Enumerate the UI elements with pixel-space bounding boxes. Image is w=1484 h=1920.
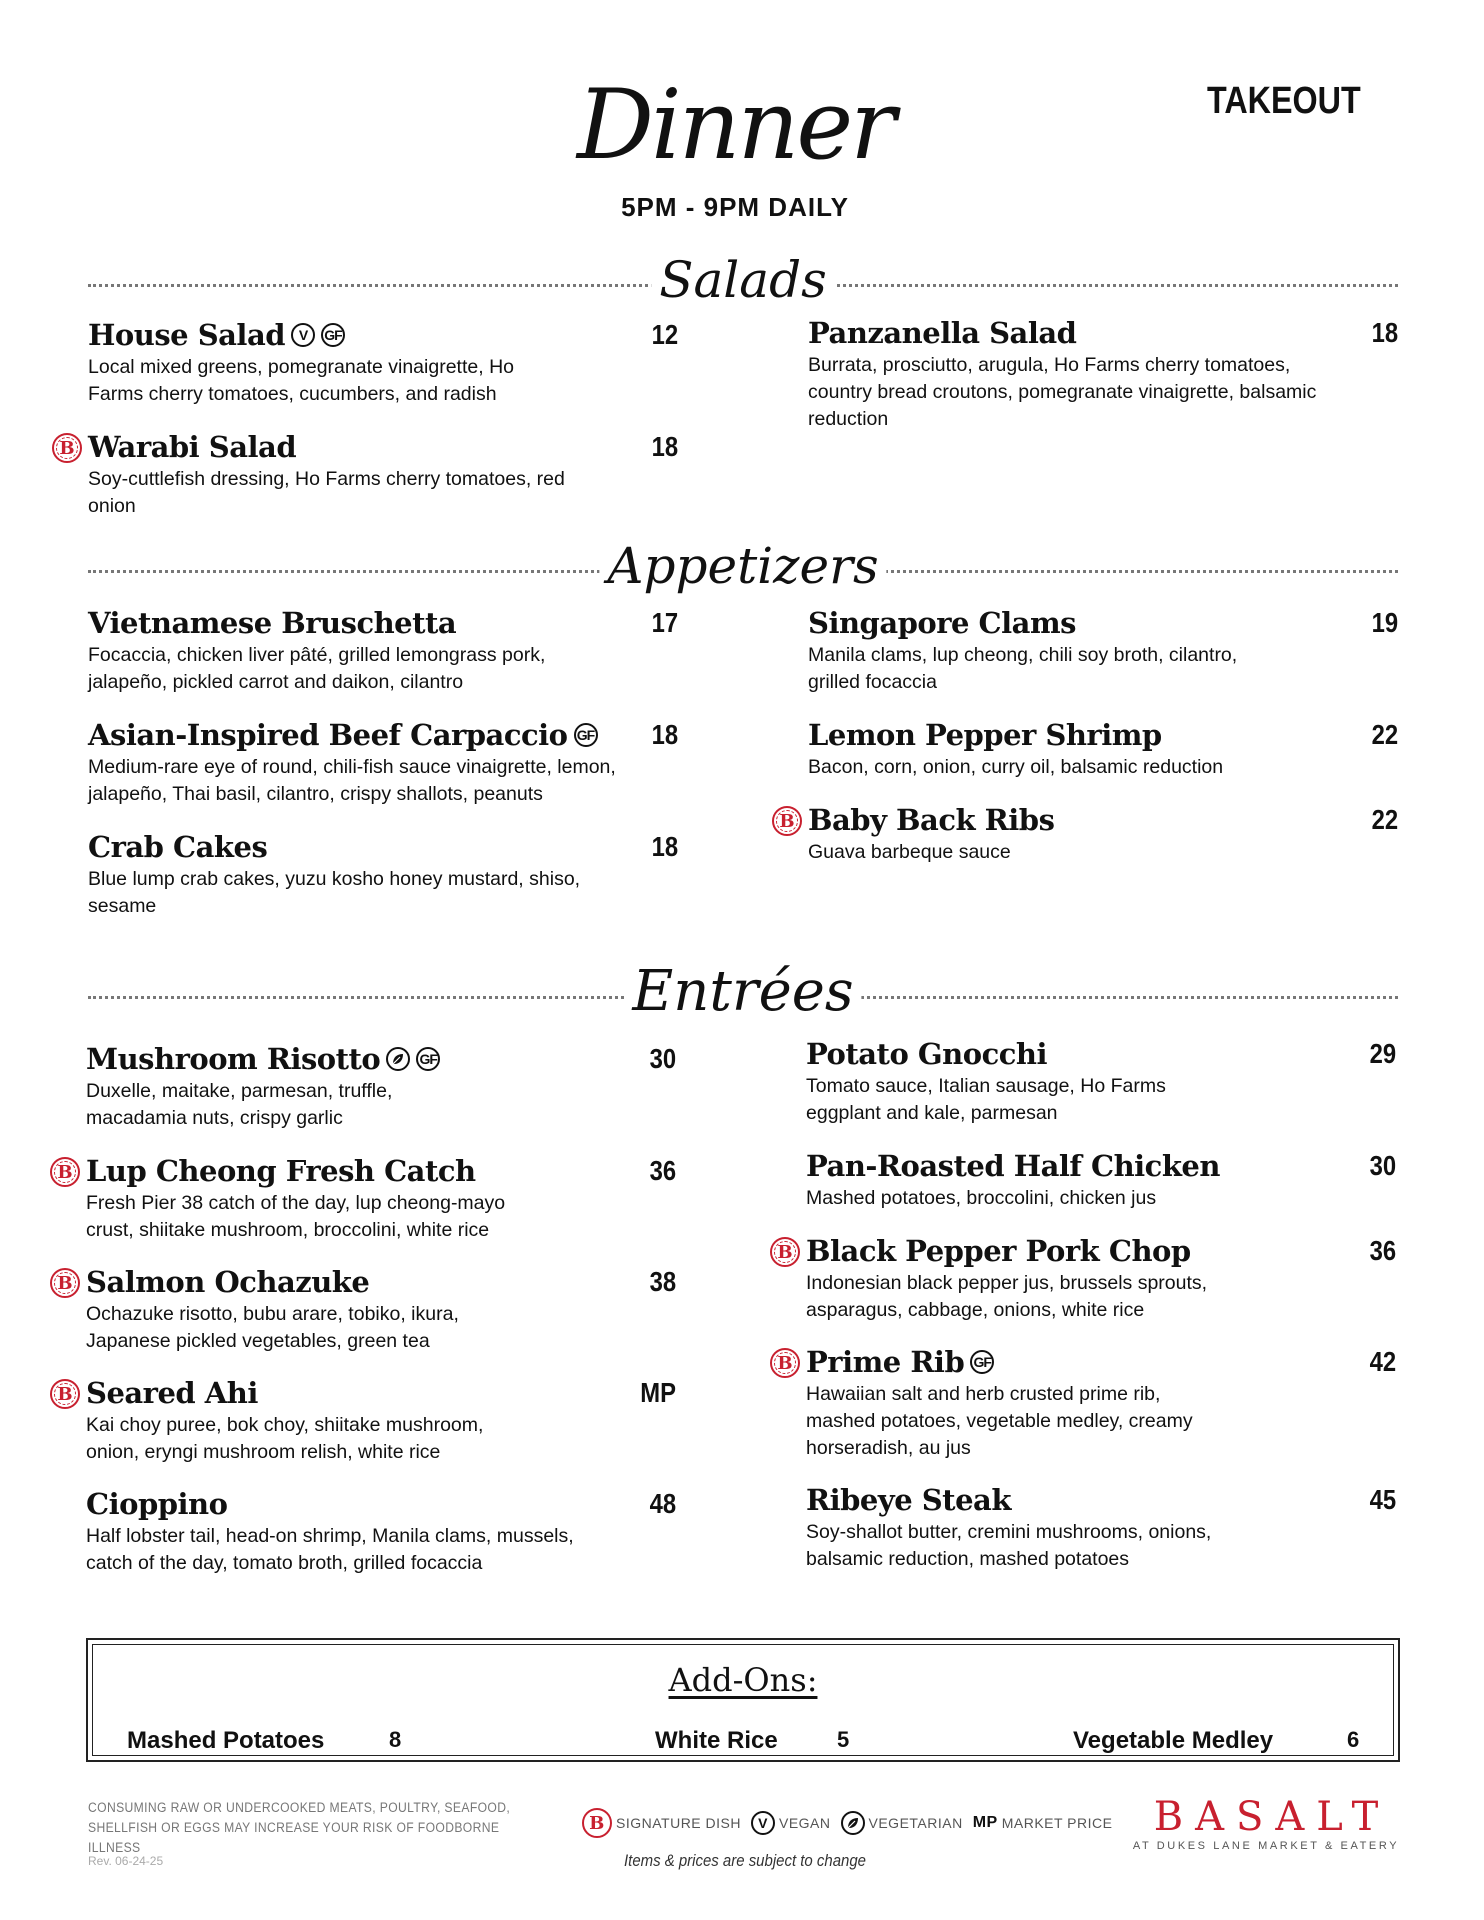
- item-name: Prime Rib: [806, 1345, 965, 1379]
- addon-price: 8: [389, 1727, 402, 1752]
- item-name: Cioppino: [86, 1487, 228, 1521]
- page-title: Dinner: [576, 69, 894, 181]
- item-price: 38: [649, 1266, 676, 1297]
- item-price: 18: [651, 431, 678, 462]
- addon-mashed-potatoes: Mashed Potatoes: [127, 1727, 325, 1754]
- item-price: 22: [1371, 804, 1398, 835]
- menu-item-crab-cakes: [88, 830, 678, 920]
- item-name: Potato Gnocchi: [806, 1037, 1048, 1071]
- item-name: Warabi Salad: [88, 430, 297, 464]
- signature-dish-icon: B: [582, 1808, 612, 1838]
- item-description: Local mixed greens, pomegranate vinaigrette, Ho Farms cherry tomatoes, cucumbers, and radish: [88, 356, 514, 405]
- item-name: Crab Cakes: [88, 830, 268, 864]
- item-name: Asian-Inspired Beef Carpaccio: [88, 718, 568, 752]
- appetizers-section-header: [88, 536, 1398, 596]
- menu-item-prime-rib: [777, 1345, 1396, 1462]
- item-name: Panzanella Salad: [808, 316, 1077, 350]
- legend-signature-label: SIGNATURE DISH: [616, 1815, 741, 1831]
- item-price: 18: [651, 831, 678, 862]
- item-description: Tomato sauce, Italian sausage, Ho Farms eggplant and kale, parmesan: [806, 1075, 1166, 1124]
- item-price: 48: [649, 1488, 676, 1519]
- addon-price: 6: [1347, 1727, 1360, 1752]
- signature-dish-icon: B: [50, 1268, 80, 1298]
- vegetarian-leaf-icon: [841, 1811, 865, 1835]
- menu-item-beef-carpaccio: [88, 718, 678, 808]
- item-description: Burrata, prosciutto, arugula, Ho Farms cherry tomatoes, country bread croutons, pomegranate vinaigrette, balsamic reduction: [808, 354, 1317, 430]
- item-price: 36: [1369, 1235, 1396, 1266]
- addons-heading: Add-Ons:: [668, 1661, 818, 1699]
- item-price: 42: [1369, 1346, 1396, 1377]
- item-description: Soy-shallot butter, cremini mushrooms, onions, balsamic reduction, mashed potatoes: [806, 1521, 1212, 1570]
- item-description: Half lobster tail, head-on shrimp, Manila clams, mussels, catch of the day, tomato broth, grilled focaccia: [86, 1525, 574, 1574]
- item-description: Medium-rare eye of round, chili-fish sauce vinaigrette, lemon, jalapeño, Thai basil, cilantro, crispy shallots, peanuts: [88, 756, 616, 805]
- item-name: Singapore Clams: [808, 606, 1076, 640]
- item-description: Focaccia, chicken liver pâté, grilled lemongrass pork, jalapeño, pickled carrot and daikon, cilantro: [88, 644, 546, 693]
- item-description: Manila clams, lup cheong, chili soy broth, cilantro, grilled focaccia: [808, 644, 1238, 693]
- item-name: Salmon Ochazuke: [86, 1265, 370, 1299]
- menu-item-lemon-pepper-shrimp: [808, 718, 1398, 781]
- appetizers-heading: Appetizers: [599, 536, 886, 596]
- icon-legend: [582, 1808, 1112, 1838]
- item-name: Lemon Pepper Shrimp: [808, 718, 1162, 752]
- addons-inner-border: [92, 1644, 1394, 1756]
- addon-white-rice: White Rice: [655, 1727, 778, 1754]
- brand-name: BASALT: [1153, 1794, 1391, 1840]
- entrees-heading: Entrées: [624, 962, 861, 1022]
- signature-dish-icon: B: [50, 1157, 80, 1187]
- menu-item-seared-ahi: [57, 1376, 676, 1466]
- item-description: Duxelle, maitake, parmesan, truffle, macadamia nuts, crispy garlic: [86, 1080, 393, 1129]
- item-name: Lup Cheong Fresh Catch: [86, 1154, 476, 1188]
- menu-item-ribeye-steak: [806, 1483, 1396, 1573]
- menu-item-potato-gnocchi: [806, 1037, 1396, 1127]
- item-price: 30: [649, 1043, 676, 1074]
- gluten-free-icon: GF: [970, 1350, 994, 1374]
- salads-section-header: [88, 250, 1398, 310]
- item-name: Mushroom Risotto: [86, 1042, 381, 1076]
- item-description: Guava barbeque sauce: [808, 841, 1011, 863]
- foodborne-illness-warning: CONSUMING RAW OR UNDERCOOKED MEATS, POULTRY, SEAFOOD, SHELLFISH OR EGGS MAY INCREASE YOUR RISK OF FOODBORNE ILLNESS: [88, 1800, 511, 1855]
- brand-subtitle: AT DUKES LANE MARKET & EATERY: [1132, 1840, 1400, 1852]
- menu-item-house-salad: [88, 318, 678, 408]
- hours-text: 5PM - 9PM DAILY: [621, 192, 849, 222]
- menu-item-warabi-salad: [59, 430, 678, 520]
- menu-item-singapore-clams: [808, 606, 1398, 696]
- signature-dish-icon: B: [772, 806, 802, 836]
- revision-date: Rev. 06-24-25: [88, 1854, 164, 1868]
- menu-item-panzanella-salad: [808, 316, 1398, 433]
- item-name: Seared Ahi: [86, 1376, 258, 1410]
- signature-dish-icon: B: [50, 1379, 80, 1409]
- legend-vegetarian-label: VEGETARIAN: [868, 1815, 963, 1831]
- menu-item-salmon-ochazuke: [57, 1265, 676, 1355]
- item-price: MP: [640, 1377, 676, 1408]
- price-disclaimer: Items & prices are subject to change: [624, 1851, 866, 1870]
- signature-dish-icon: B: [770, 1237, 800, 1267]
- item-price: 30: [1369, 1150, 1396, 1181]
- gluten-free-icon: GF: [321, 323, 345, 347]
- item-description: Fresh Pier 38 catch of the day, lup cheong-mayo crust, shiitake mushroom, broccolini, white rice: [86, 1192, 506, 1241]
- item-description: Hawaiian salt and herb crusted prime rib, mashed potatoes, vegetable medley, creamy horseradish, au jus: [806, 1383, 1193, 1459]
- signature-dish-icon: B: [52, 433, 82, 463]
- item-description: Mashed potatoes, broccolini, chicken jus: [806, 1187, 1157, 1209]
- item-price: 18: [651, 719, 678, 750]
- item-name: Ribeye Steak: [806, 1483, 1011, 1517]
- gluten-free-icon: GF: [416, 1047, 440, 1071]
- menu-item-lup-cheong-fresh-catch: [57, 1154, 676, 1244]
- brand-logo: [1130, 1796, 1402, 1852]
- item-name: Vietnamese Bruschetta: [88, 606, 457, 640]
- menu-item-mushroom-risotto: [86, 1042, 676, 1132]
- item-name: Baby Back Ribs: [808, 803, 1055, 837]
- addon-price: 5: [837, 1727, 850, 1752]
- signature-dish-icon: B: [770, 1348, 800, 1378]
- entrees-section-header: [88, 959, 1398, 1024]
- item-price: 45: [1369, 1484, 1396, 1515]
- menu-item-vietnamese-bruschetta: [88, 606, 678, 696]
- takeout-label: TAKEOUT: [1207, 80, 1361, 122]
- item-price: 22: [1371, 719, 1398, 750]
- market-price-abbrev: MP: [972, 1814, 998, 1831]
- item-price: 29: [1369, 1038, 1396, 1069]
- vegan-icon: V: [291, 323, 315, 347]
- item-name: Black Pepper Pork Chop: [806, 1234, 1191, 1268]
- addon-vegetable-medley: Vegetable Medley: [1073, 1727, 1274, 1754]
- item-name: Pan-Roasted Half Chicken: [806, 1149, 1220, 1183]
- item-name: House Salad: [88, 318, 286, 352]
- vegetarian-leaf-icon: [386, 1047, 410, 1071]
- item-description: Ochazuke risotto, bubu arare, tobiko, ikura, Japanese pickled vegetables, green tea: [86, 1303, 459, 1352]
- vegan-icon: V: [751, 1811, 775, 1835]
- item-description: Bacon, corn, onion, curry oil, balsamic reduction: [808, 756, 1224, 778]
- addons-box: [86, 1638, 1400, 1762]
- item-description: Indonesian black pepper jus, brussels sprouts, asparagus, cabbage, onions, white rice: [806, 1272, 1208, 1321]
- legend-market-label: MARKET PRICE: [1001, 1815, 1113, 1831]
- item-price: 17: [651, 607, 678, 638]
- menu-item-baby-back-ribs: [779, 803, 1398, 866]
- item-description: Blue lump crab cakes, yuzu kosho honey mustard, shiso, sesame: [88, 868, 581, 917]
- item-price: 12: [651, 319, 678, 350]
- menu-item-half-chicken: [806, 1149, 1396, 1212]
- legend-vegan-label: VEGAN: [778, 1815, 831, 1831]
- item-price: 18: [1371, 317, 1398, 348]
- menu-item-cioppino: [86, 1487, 676, 1577]
- item-description: Soy-cuttlefish dressing, Ho Farms cherry tomatoes, red onion: [88, 468, 565, 517]
- item-description: Kai choy puree, bok choy, shiitake mushroom, onion, eryngi mushroom relish, white rice: [86, 1414, 484, 1463]
- salads-heading: Salads: [651, 250, 835, 310]
- gluten-free-icon: GF: [574, 723, 598, 747]
- menu-item-black-pepper-pork-chop: [777, 1234, 1396, 1324]
- item-price: 36: [649, 1155, 676, 1186]
- item-price: 19: [1371, 607, 1398, 638]
